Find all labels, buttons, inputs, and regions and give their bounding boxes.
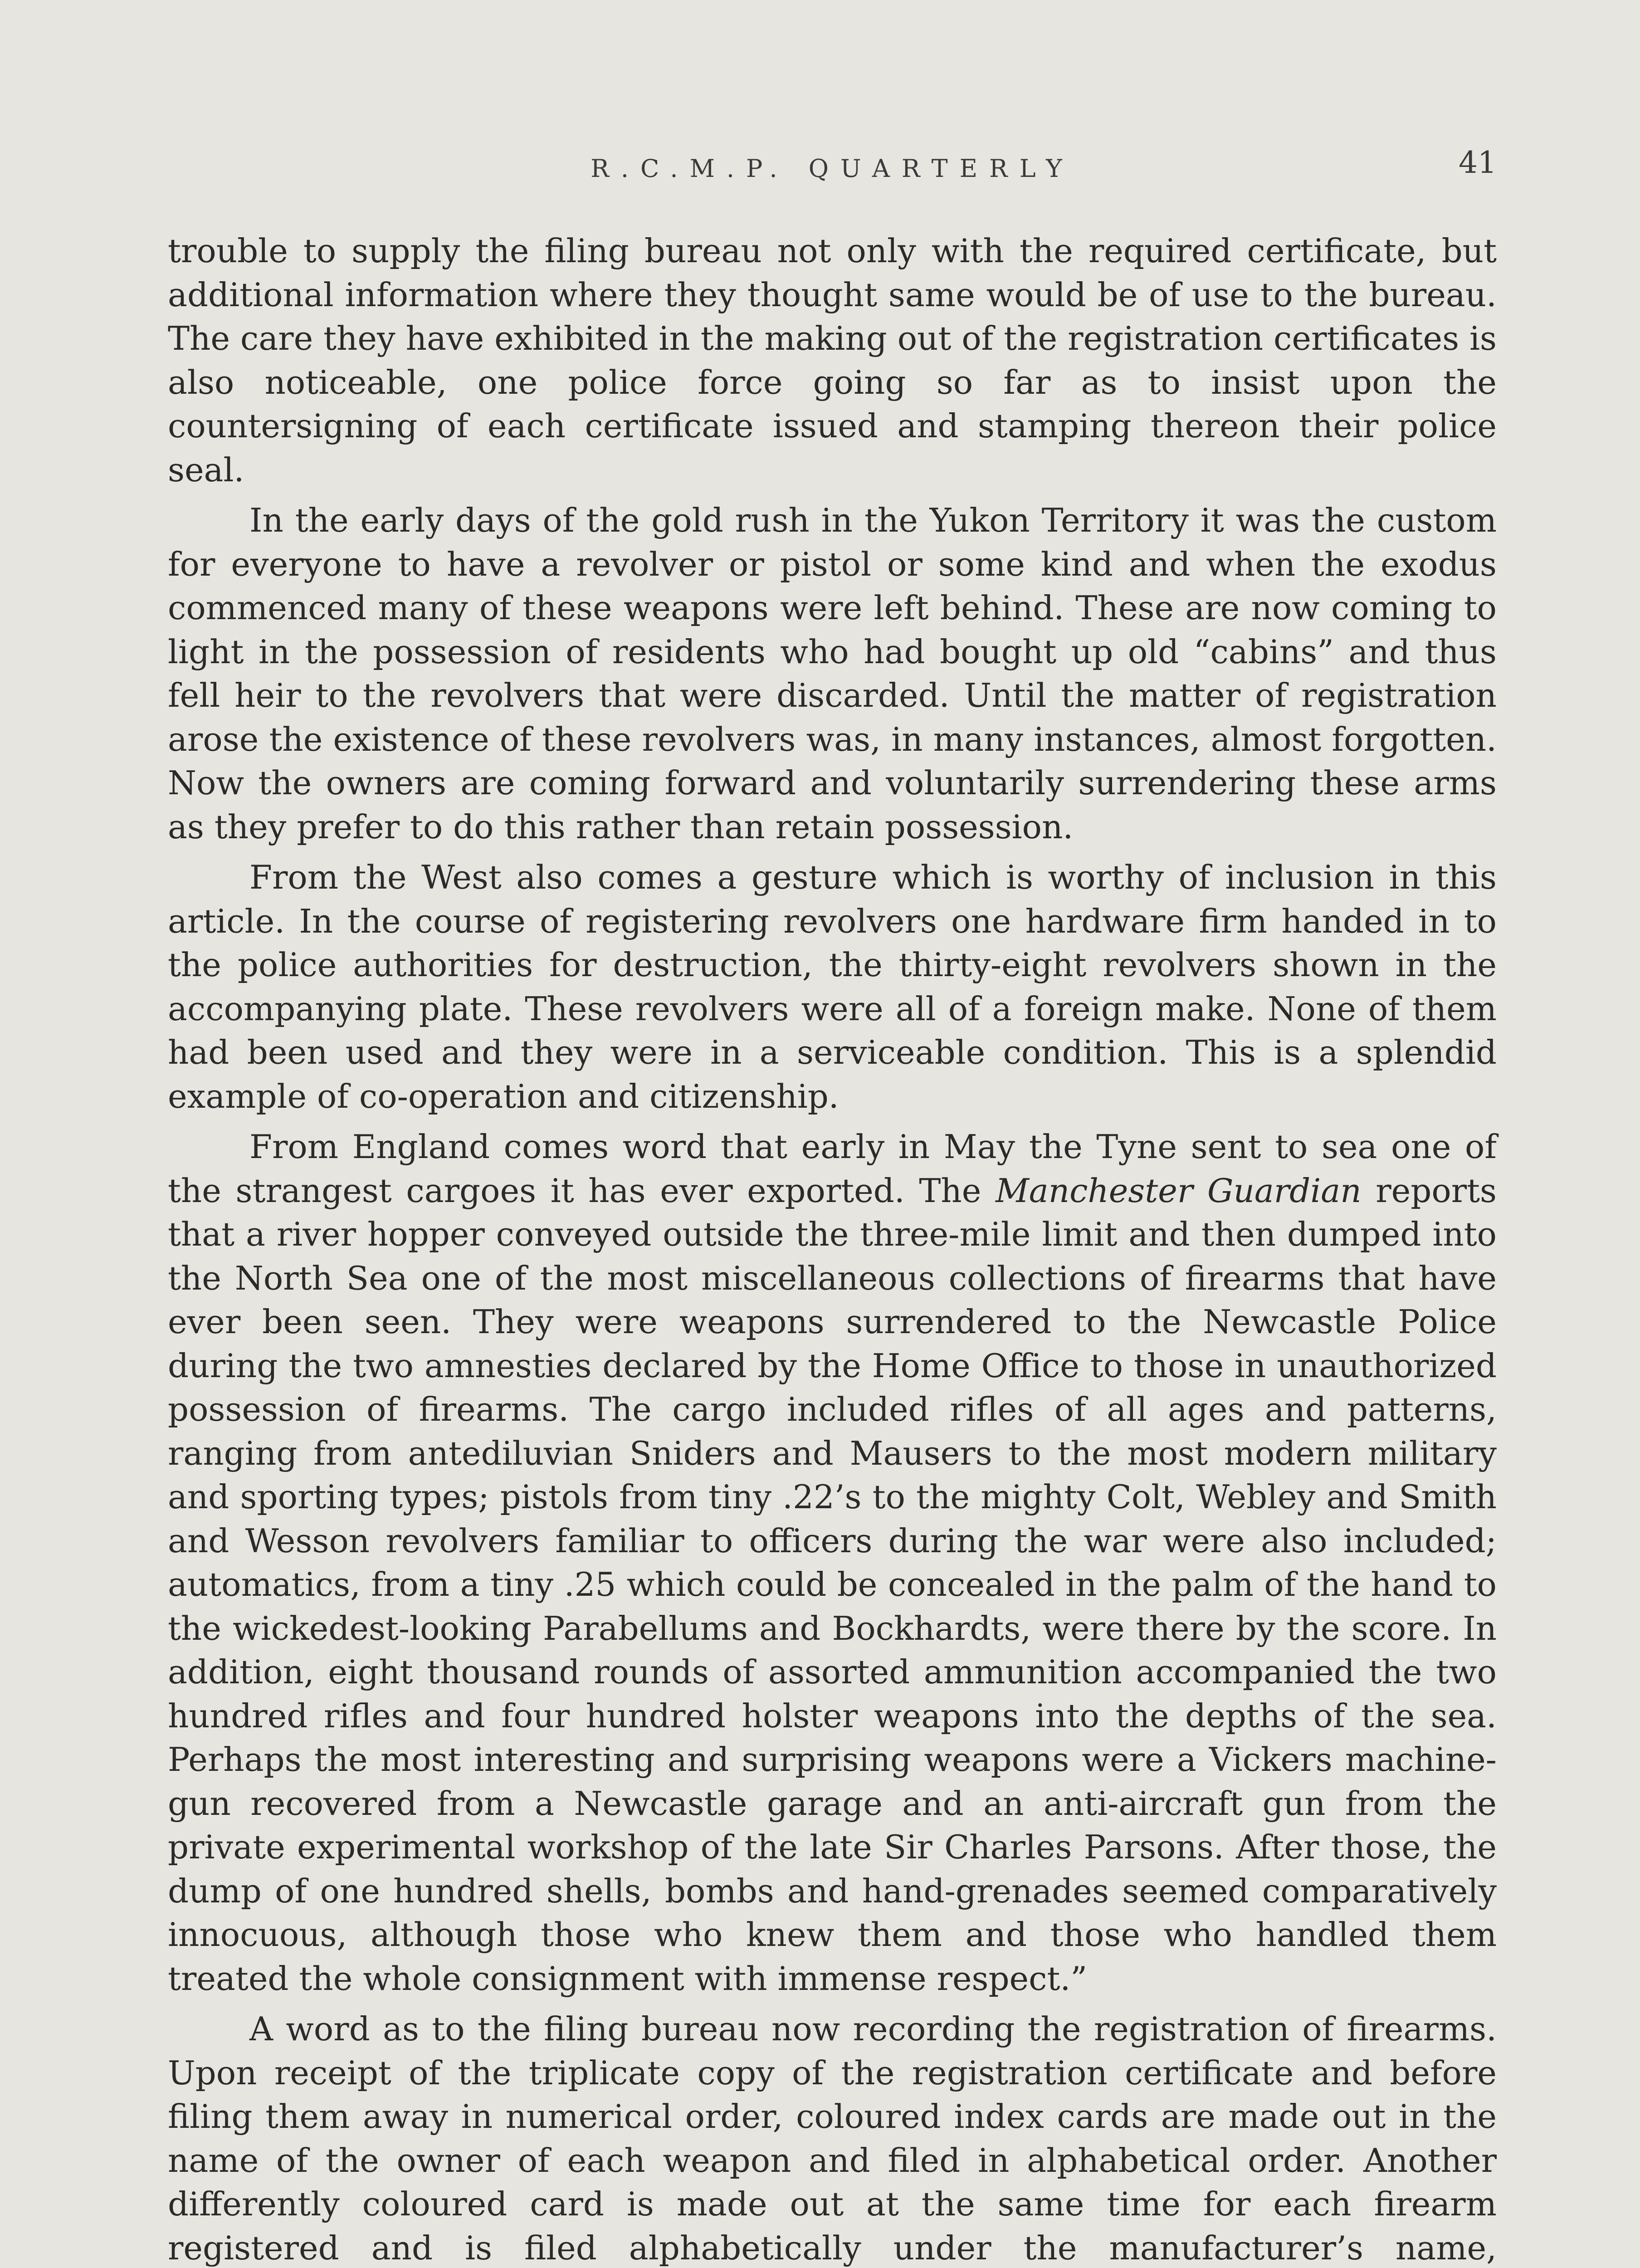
paragraph-filing-bureau: A word as to the filing bureau now recording the registration of firearms. Upon receipt of the triplicate copy of the registration certificate and before filing them away in numerical order, coloured index cards are made out in the name of the owner of each weapon and filed in alphabetical order. Another differently coloured card is made out at the same time for each firearm registered and is filed alphabetically under the manufacturer’s name, xyxy=(168,2010,1497,2267)
page-number: 41 xyxy=(1459,145,1497,180)
article-body xyxy=(168,229,1497,2268)
paragraph-england xyxy=(168,1125,1497,2000)
paragraph-yukon: In the early days of the gold rush in the Yukon Territory it was the custom for everyone to have a revolver or pistol or some kind and when the exodus commenced many of these weapons were left behind. These are now coming to light in the possession of residents who had bought up old “cabins” and thus fell heir to the revolvers that were discarded. Until the matter of registration arose the existence of these revolvers was, in many instances, almost forgotten. Now the owners are coming forward and voluntarily surrendering these arms as they prefer to do this rather than retain possession. xyxy=(168,501,1497,846)
paragraph-england-after: reports that a river hopper conveyed outside the three-mile limit and then dumped into the North Sea one of the most miscellaneous collections of firearms that have ever been seen. They were weapons surrendered to the Newcastle Police during the two amnesties declared by the Home Office to those in unauthorized possession of firearms. The cargo included rifles of all ages and patterns, ranging from antediluvian Sniders and Mausers to the most modern military and sporting types; pistols from tiny .22’s to the mighty Colt, Webley and Smith and Wesson revolvers familiar to officers during the war were also included; automatics, from a tiny .25 which could be concealed in the palm of the hand to the wickedest-looking Parabellums and Bockhardts, were there by the score. In addition, eight thousand rounds of assorted ammunition accompanied the two hundred rifles and four hundred holster weapons into the depths of the sea. Perhaps the most interesting and surprising weapons were a Vickers machine-gun recovered from a Newcastle garage and an anti-aircraft gun from the private experimental workshop of the late Sir Charles Parsons. After those, the dump of one hundred shells, bombs and hand-grenades seemed comparatively innocuous, although those who knew them and those who handled them treated the whole consignment with immense respect.” xyxy=(168,1171,1497,1998)
paragraph-england-before: From England comes word that early in May the Tyne sent to sea one of the strangest cargoes it has ever exported. The xyxy=(168,1128,1497,1210)
running-title: R.C.M.P. QUARTERLY xyxy=(591,154,1074,183)
newspaper-title: Manchester Guardian xyxy=(996,1171,1362,1210)
page-header xyxy=(168,145,1497,200)
paragraph-continuation: trouble to supply the filing bureau not only with the required certificate, but additional information where they thought same would be of use to the bureau. The care they have exhibited in the making out of the registration certificates is also noticeable, one police force going so far as to insist upon the countersigning of each certificate issued and stamping thereon their police seal. xyxy=(168,232,1497,489)
paragraph-west: From the West also comes a gesture which is worthy of inclusion in this article. In the course of registering revolvers one hardware firm handed in to the police authorities for destruction, the thirty-eight revolvers shown in the accompanying plate. These revolvers were all of a foreign make. None of them had been used and they were in a serviceable condition. This is a splendid example of co-operation and citizenship. xyxy=(168,858,1497,1115)
